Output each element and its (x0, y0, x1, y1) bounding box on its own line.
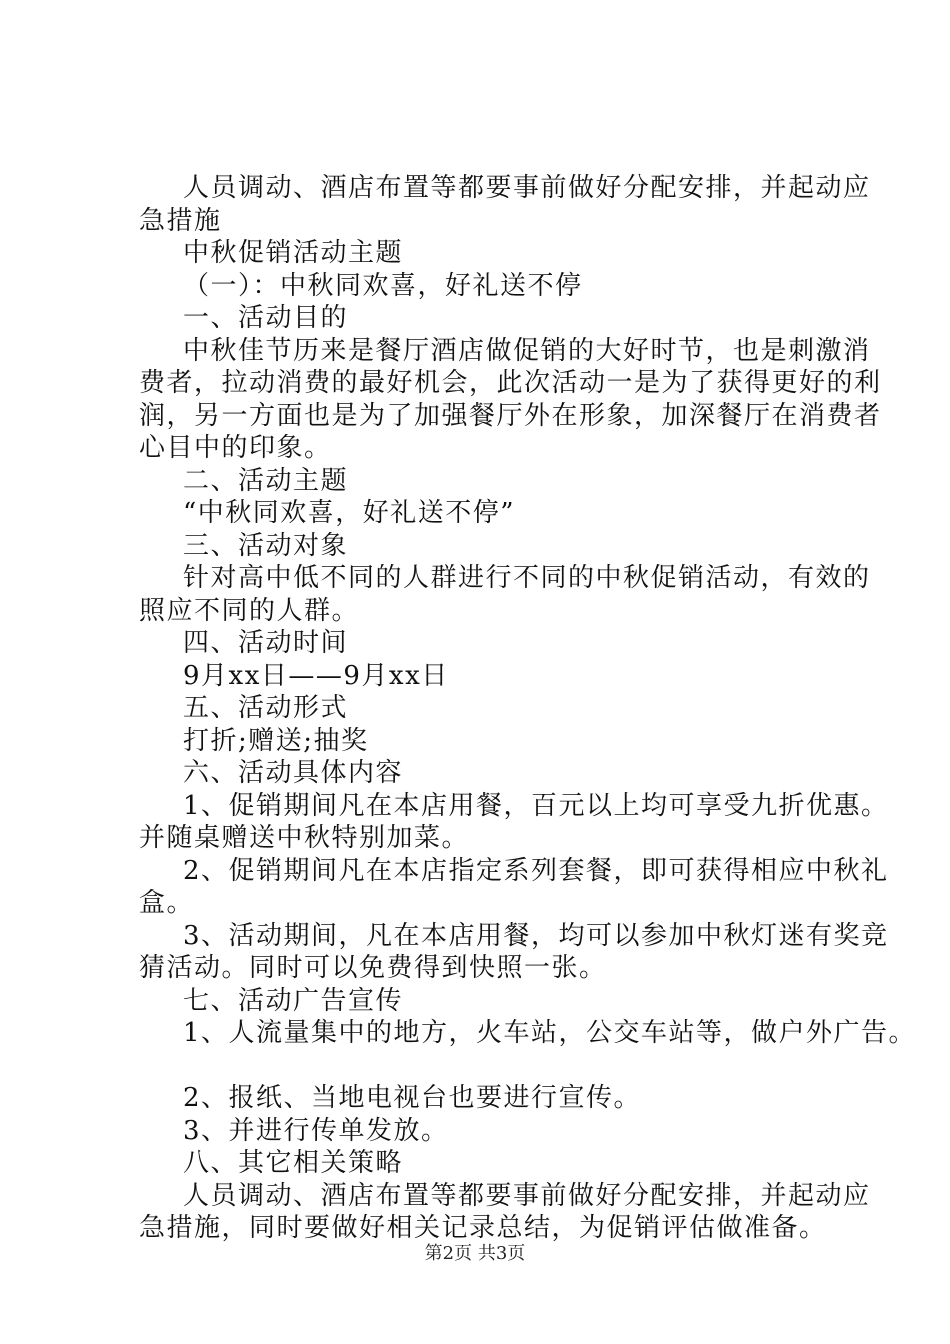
section-heading: 四、活动时间 (183, 628, 349, 658)
section-heading: 七、活动广告宣传 (183, 985, 404, 1016)
list-item: 1、促销期间凡在本店用餐，百元以上均可享受九折优惠。 (183, 790, 889, 821)
section-heading: 五、活动形式 (183, 693, 349, 723)
subtitle-line: （一）：中秋同欢喜，好礼送不停 (183, 270, 583, 301)
list-item: 1、人流量集中的地方，火车站，公交车站等，做户外广告。 (183, 1018, 917, 1048)
list-item-continuation: 猜活动。同时可以免费得到快照一张。 (139, 953, 607, 983)
section-heading: 八、其它相关策略 (183, 1148, 404, 1178)
quote-line: “中秋同欢喜，好礼送不停” (183, 498, 516, 528)
paragraph-line: 心目中的印象。 (139, 433, 332, 463)
list-item: 2、促销期间凡在本店指定系列套餐，即可获得相应中秋礼 (183, 855, 889, 886)
date-range: 9月xx日——9月xx日 (183, 660, 449, 691)
paragraph-line: 打折;赠送;抽奖 (183, 725, 369, 756)
document-body (139, 172, 917, 1245)
list-item-continuation: 并随桌赠送中秋特别加菜。 (139, 823, 470, 853)
paragraph-line: 照应不同的人群。 (139, 595, 360, 626)
list-item: 3、并进行传单发放。 (183, 1115, 449, 1146)
list-item: 2、报纸、当地电视台也要进行宣传。 (183, 1083, 642, 1113)
paragraph-line: 人员调动、酒店布置等都要事前做好分配安排，并起动应 (183, 1180, 871, 1211)
section-heading: 三、活动对象 (183, 530, 349, 561)
section-heading: 一、活动目的 (183, 303, 349, 333)
list-item: 3、活动期间，凡在本店用餐，均可以参加中秋灯迷有奖竞 (183, 920, 889, 951)
section-title: 中秋促销活动主题 (183, 238, 404, 268)
paragraph-line: 人员调动、酒店布置等都要事前做好分配安排，并起动应 (183, 173, 871, 203)
list-item-continuation: 盒。 (139, 888, 195, 918)
section-heading: 二、活动主题 (183, 465, 349, 496)
paragraph-line: 急措施 (139, 205, 222, 236)
section-heading: 六、活动具体内容 (183, 758, 404, 788)
page-number: 第2页 共3页 (424, 1243, 526, 1264)
paragraph-line: 费者，拉动消费的最好机会，此次活动一是为了获得更好的利 (139, 368, 882, 398)
paragraph-line: 针对高中低不同的人群进行不同的中秋促销活动，有效的 (183, 563, 871, 593)
paragraph-line: 中秋佳节历来是餐厅酒店做促销的大好时节，也是刺激消 (183, 335, 871, 366)
paragraph-line: 润，另一方面也是为了加强餐厅外在形象，加深餐厅在消费者 (139, 400, 882, 431)
blank-line (139, 1050, 839, 1083)
paragraph-line: 急措施，同时要做好相关记录总结，为促销评估做准备。 (139, 1213, 827, 1243)
